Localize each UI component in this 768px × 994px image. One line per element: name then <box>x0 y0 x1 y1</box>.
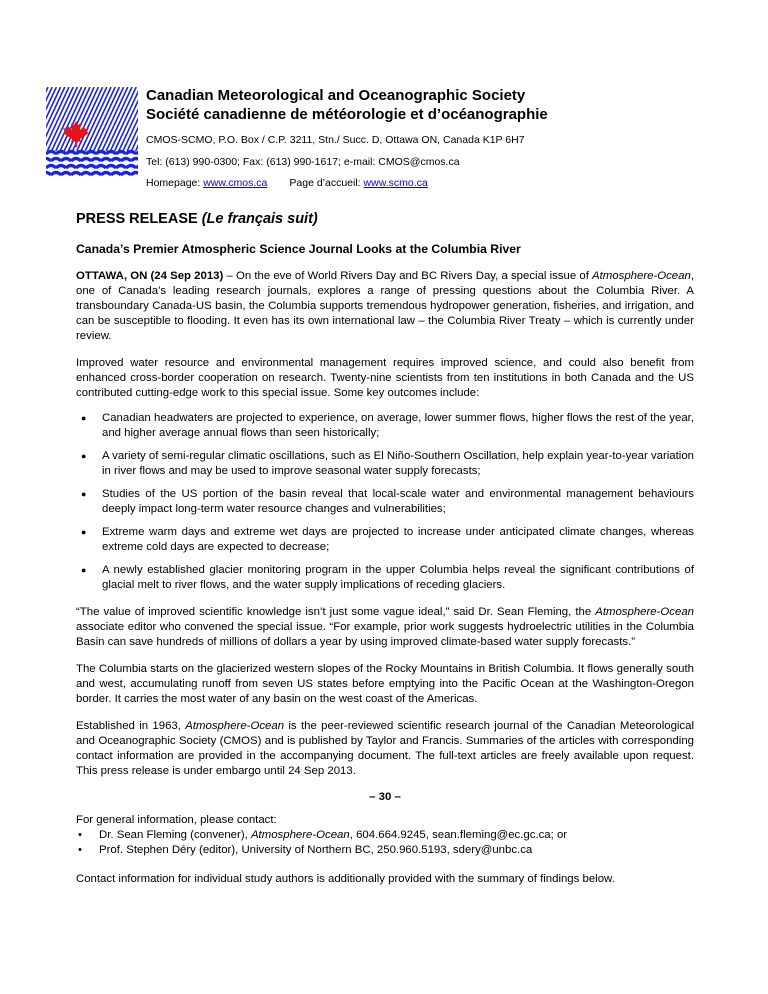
quote-paragraph: “The value of improved scientific knowledge isn’t just some vague ideal,” said Dr. Sean Fleming, the Atmosphere-Ocean associate editor who convened the special issue. “For example, prior work suggests hydroelectric utilities in the Columbia Basin can save hundreds of millions of dollars a year by using improved climate-based water supply forecasts.” <box>76 606 694 648</box>
list-item: ● Extreme warm days and extreme wet days are projected to increase under anticipated climate changes, whereas extreme cold days are expected to decrease; <box>76 525 694 555</box>
phone-fax-email: Tel: (613) 990-0300; Fax: (613) 990-1617; e-mail: CMOS@cmos.ca <box>146 156 460 168</box>
homepage-line <box>146 176 428 190</box>
paragraph-management: Improved water resource and environmental management requires improved science, and could also benefit from enhanced cross-border cooperation on research. Twenty-nine scientists from ten institutions in both Canada and the US contributed cutting-edge work to this special issue. Some key outcomes include: <box>76 357 694 399</box>
end-mark: – 30 – <box>369 791 401 803</box>
dateline: OTTAWA, ON (24 Sep 2013) <box>76 270 224 282</box>
postal-address: CMOS-SCMO, P.O. Box / C.P. 3211, Stn./ Succ. D, Ottawa ON, Canada K1P 6H7 <box>146 134 525 146</box>
list-item: ● Canadian headwaters are projected to experience, on average, lower summer flows, higher flows the rest of the year, and higher average annual flows than seen historically; <box>76 411 694 441</box>
accueil-link[interactable]: www.scmo.ca <box>363 177 428 189</box>
logo-wave <box>46 173 138 176</box>
logo-wave <box>46 166 138 169</box>
release-title: PRESS RELEASE (Le français suit) <box>76 211 318 227</box>
journal-name: Atmosphere-Ocean <box>250 829 350 841</box>
org-name-french: Société canadienne de météorologie et d’océanographie <box>146 106 548 123</box>
contacts-list <box>76 828 694 858</box>
logo-wave <box>46 159 138 162</box>
logo-wave <box>46 152 138 155</box>
list-item: ● Studies of the US portion of the basin reveal that local-scale water and environmental management behaviours deeply impact long-term water resource changes and vulnerabilities; <box>76 487 694 517</box>
cmos-logo <box>46 87 138 184</box>
list-item: • Dr. Sean Fleming (convener), Atmosphere-Ocean, 604.664.9245, sean.fleming@ec.gc.ca; or <box>76 828 694 843</box>
list-item: ● A variety of semi-regular climatic oscillations, such as El Niño-Southern Oscillation, help explain year-to-year variation in river flows and may be used to improve seasonal water supply forecasts; <box>76 449 694 479</box>
journal-name: Atmosphere-Ocean <box>185 720 285 732</box>
org-name-english: Canadian Meteorological and Oceanographic Society <box>146 87 526 104</box>
lead-paragraph: OTTAWA, ON (24 Sep 2013) – On the eve of World Rivers Day and BC Rivers Day, a special issue of Atmosphere-Ocean, one of Canada’s leading research journals, explores a range of pressing questions about the Columbia River. A transboundary Canada-US basin, the Columbia supports tremendous hydropower generation, fisheries, and irrigation, and can be susceptible to flooding. It even has its own international law – the Columbia River Treaty – which is currently under review. <box>76 270 694 342</box>
homepage-label: Homepage: <box>146 177 204 189</box>
accueil-label: Page d’accueil: <box>289 177 364 189</box>
list-item: • Prof. Stephen Déry (editor), University of Northern BC, 250.960.5193, sdery@unbc.ca <box>76 843 694 858</box>
journal-name: Atmosphere-Ocean <box>595 606 694 618</box>
contact-intro: For general information, please contact: <box>76 814 277 826</box>
headline: Canada’s Premier Atmospheric Science Journal Looks at the Columbia River <box>76 242 521 256</box>
key-outcomes-list <box>76 411 694 593</box>
list-item: ● A newly established glacier monitoring program in the upper Columbia helps reveal the significant contributions of glacial melt to river flows, and the water supply implications of receding glaciers. <box>76 563 694 593</box>
journal-name: Atmosphere-Ocean <box>592 270 691 282</box>
paragraph-journal: Established in 1963, Atmosphere-Ocean is the peer-reviewed scientific research journal of the Canadian Meteorological and Oceanographic Society (CMOS) and is published by Taylor and Francis. Summaries of the articles with corresponding contact information are provided in the accompanying document. The full-text articles are freely available upon request. This press release is under embargo until 24 Sep 2013. <box>76 720 694 777</box>
paragraph-columbia: The Columbia starts on the glacierized western slopes of the Rocky Mountains in British Columbia. It flows generally south and west, accumulating runoff from seven US states before emptying into the Pacific Ocean at the Washington-Oregon border. It carries the most water of any basin on the west coast of the Americas. <box>76 663 694 705</box>
homepage-link[interactable]: www.cmos.ca <box>203 177 268 189</box>
release-content <box>76 210 694 899</box>
closing-note: Contact information for individual study authors is additionally provided with the summary of findings below. <box>76 873 615 885</box>
release-title-note: (Le français suit) <box>201 211 318 227</box>
